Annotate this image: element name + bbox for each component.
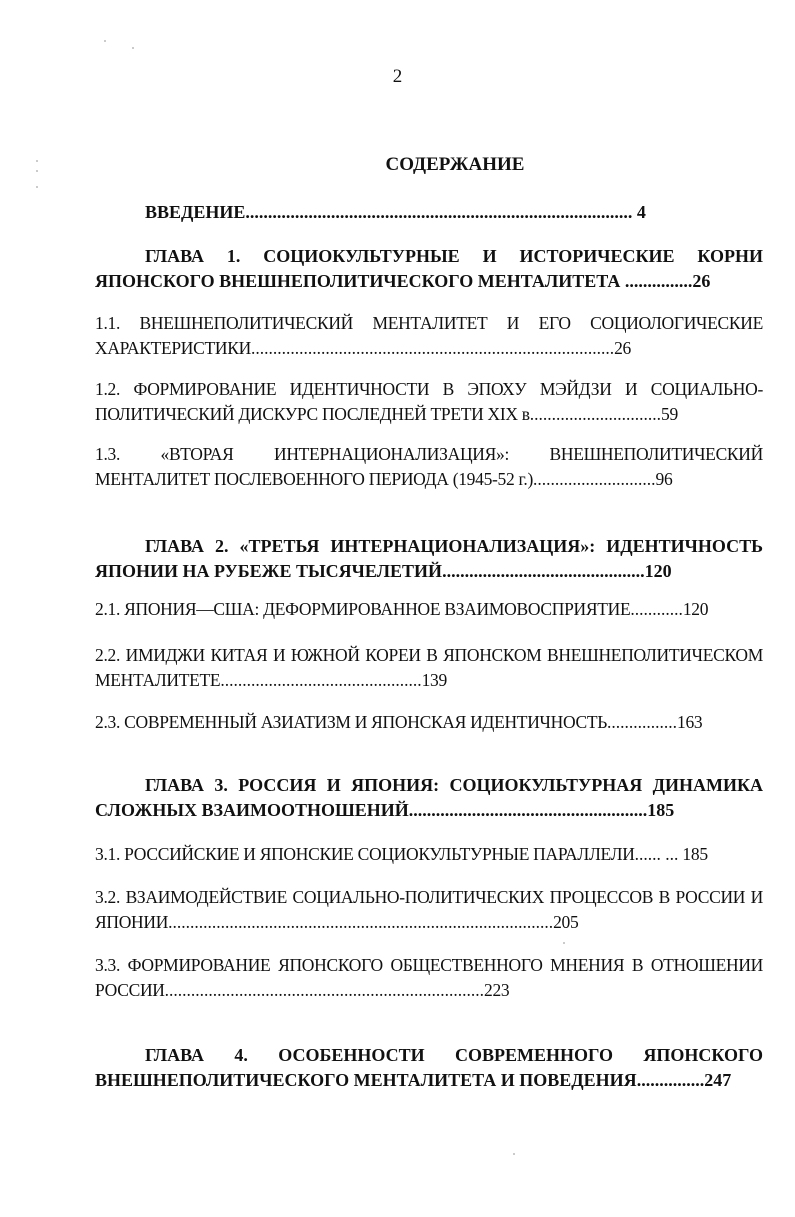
toc-entry-label: 3.2. ВЗАИМОДЕЙСТВИЕ СОЦИАЛЬНО-ПОЛИТИЧЕСКИХ ПРОЦЕССОВ В РОССИИ И ЯПОНИИ [95,887,763,932]
toc-entry-section-1-1 [95,311,763,361]
scan-speck [104,40,106,42]
toc-page-number: 185 [647,800,675,820]
toc-leader-dots: ............... [624,271,693,291]
toc-leader-dots: ................................................................................... [250,338,615,358]
toc-page-number: 205 [553,912,579,932]
toc-page-number: 96 [655,469,673,489]
toc-page-number: 26 [614,338,631,358]
toc-entry-label: ГЛАВА 4. ОСОБЕННОСТИ СОВРЕМЕННОГО ЯПОНСКОГО ВНЕШНЕПОЛИТИЧЕСКОГО МЕНТАЛИТЕТА И ПОВЕДЕНИЯ [95,1045,763,1090]
scan-speck [132,47,134,49]
toc-leader-dots: ......................................................................... [164,980,484,1000]
scan-speck [36,170,38,172]
toc-entry-section-3-1 [95,842,763,867]
toc-entry-label: 2.2. ИМИДЖИ КИТАЯ И ЮЖНОЙ КОРЕИ В ЯПОНСКОМ ВНЕШНЕПОЛИТИЧЕСКОМ МЕНТАЛИТЕТЕ [95,645,763,690]
toc-entry-section-3-2 [95,885,763,935]
toc-page-number: 185 [682,844,708,864]
toc-entry-introduction [145,200,765,225]
toc-entry-label: ГЛАВА 3. РОССИЯ И ЯПОНИЯ: СОЦИОКУЛЬТУРНАЯ ДИНАМИКА СЛОЖНЫХ ВЗАИМООТНОШЕНИЙ [95,775,763,820]
toc-leader-dots: ................ [607,712,678,732]
toc-entry-label: 3.1. РОССИЙСКИЕ И ЯПОНСКИЕ СОЦИОКУЛЬТУРНЫЕ ПАРАЛЛЕЛИ [95,844,635,864]
toc-leader-dots: ...................................................................................... [245,202,633,222]
scan-speck [36,160,38,162]
toc-entry-chapter-3 [95,773,763,823]
toc-page-number: 4 [636,202,646,222]
scan-speck [563,942,565,944]
toc-entry-chapter-1 [95,244,763,294]
toc-entry-label: 1.2. ФОРМИРОВАНИЕ ИДЕНТИЧНОСТИ В ЭПОХУ МЭЙДЗИ И СОЦИАЛЬНО-ПОЛИТИЧЕСКИЙ ДИСКУРС ПОСЛЕДНЕЙ ТРЕТИ XIX в [95,379,763,424]
toc-leader-dots: ............................................. [442,561,645,581]
toc-entry-label: ГЛАВА 1. СОЦИОКУЛЬТУРНЫЕ И ИСТОРИЧЕСКИЕ КОРНИ ЯПОНСКОГО ВНЕШНЕПОЛИТИЧЕСКОГО МЕНТАЛИТЕТА [95,246,763,291]
scan-speck [36,186,38,188]
toc-leader-dots: ........................................................................................ [168,912,554,932]
toc-leader-dots: ............... [636,1070,705,1090]
toc-entry-chapter-4 [95,1043,763,1093]
toc-leader-dots: ..................................................... [408,800,648,820]
toc-entry-section-1-2 [95,377,763,427]
toc-page-number: 139 [421,670,447,690]
scan-speck [513,1153,515,1155]
toc-entry-section-2-1 [95,597,763,622]
toc-entry-label: ГЛАВА 2. «ТРЕТЬЯ ИНТЕРНАЦИОНАЛИЗАЦИЯ»: ИДЕНТИЧНОСТЬ ЯПОНИИ НА РУБЕЖЕ ТЫСЯЧЕЛЕТИЙ [95,536,763,581]
toc-entry-label: ВВЕДЕНИЕ [145,202,246,222]
toc-entry-label: 1.1. ВНЕШНЕПОЛИТИЧЕСКИЙ МЕНТАЛИТЕТ И ЕГО СОЦИОЛОГИЧЕСКИЕ ХАРАКТЕРИСТИКИ [95,313,763,358]
toc-page-number: 247 [704,1070,732,1090]
toc-page-number: 26 [692,271,711,291]
toc-entry-label: 1.3. «ВТОРАЯ ИНТЕРНАЦИОНАЛИЗАЦИЯ»: ВНЕШНЕПОЛИТИЧЕСКИЙ МЕНТАЛИТЕТ ПОСЛЕВОЕННОГО ПЕРИОДА (1945-52 г.) [95,444,763,489]
toc-entry-section-1-3 [95,442,763,492]
toc-entry-section-2-2 [95,643,763,693]
toc-entry-label: 3.3. ФОРМИРОВАНИЕ ЯПОНСКОГО ОБЩЕСТВЕННОГО МНЕНИЯ В ОТНОШЕНИИ РОССИИ [95,955,763,1000]
toc-leader-dots: ............................ [533,469,656,489]
toc-page-number: 59 [661,404,678,424]
toc-page-number: 120 [682,599,709,619]
toc-entry-chapter-2 [95,534,763,584]
toc-entry-section-2-3 [95,710,763,735]
toc-leader-dots: ............ [630,599,683,619]
toc-leader-dots: .............................. [529,404,662,424]
toc-page-number: 163 [677,712,703,732]
toc-leader-dots: ...... ... [634,844,679,864]
page-number: 2 [392,66,403,87]
toc-entry-label: 2.3. СОВРЕМЕННЫЙ АЗИАТИЗМ И ЯПОНСКАЯ ИДЕНТИЧНОСТЬ [95,712,608,732]
toc-page-number: 223 [484,980,510,1000]
toc-title: СОДЕРЖАНИЕ [385,154,525,175]
toc-leader-dots: .............................................. [220,670,422,690]
toc-entry-label: 2.1. ЯПОНИЯ—США: ДЕФОРМИРОВАННОЕ ВЗАИМОВОСПРИЯТИЕ [95,599,631,619]
toc-entry-section-3-3 [95,953,763,1003]
toc-page-number: 120 [644,561,672,581]
